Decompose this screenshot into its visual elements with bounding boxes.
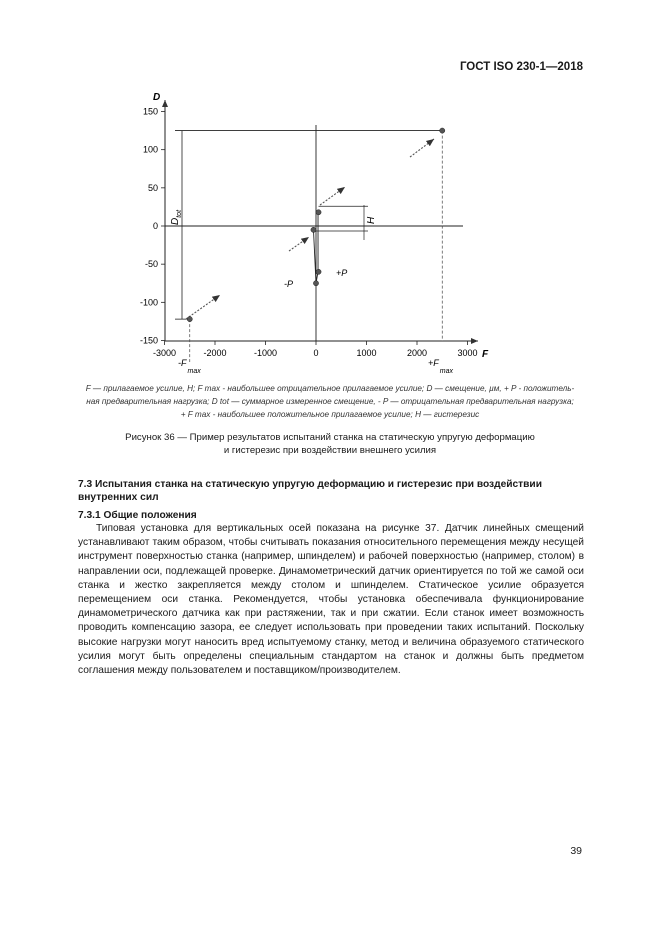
x-tick-label: 2000 [406,348,428,358]
legend-line: ная предварительная нагрузка; D tot — суммарное измеренное смещение, - P — отрицательная предварительная нагрузка; [86,396,574,406]
y-tick-label: 100 [142,144,158,155]
x-tick-label: -2000 [203,348,227,358]
x-tick-label: -3000 [152,348,177,358]
y-tick-label: -100 [139,297,158,308]
subsection-heading: 7.3.1 Общие положения [78,510,197,521]
data-point [440,128,445,133]
direction-arrow [289,237,309,251]
page-number: 39 [570,845,582,857]
y-tick-label: -150 [139,335,158,346]
figure-legend [80,383,580,421]
data-point [311,227,316,232]
minus-fmax-label: $-F_{max}$ [178,358,201,375]
figure-caption [80,431,580,457]
y-tick-label: 150 [142,106,158,117]
x-tick-label: 1000 [356,348,377,358]
minus-p-label: -P [284,279,293,289]
data-point [313,281,318,286]
direction-arrow [186,295,220,319]
legend-line: + F max - наибольшее положительное прилагаемое усилие; H — гистерезис [180,409,480,419]
hysteresis-chart [0,0,661,380]
x-axis-label: F [482,349,489,360]
y-axis-label: D [153,92,161,103]
x-tick-label: 3000 [457,348,478,358]
document-code: ГОСТ ISO 230-1—2018 [459,61,583,73]
direction-arrow [410,139,434,157]
data-point [187,317,192,322]
plus-p-label: +P [336,268,348,278]
x-tick-label: -1000 [253,348,278,358]
legend-line: F — прилагаемое усилие, Н; F max - наибольшее отрицательное прилагаемое усилие; D — смещение, µм, + P - положитель- [85,384,575,393]
y-tick-label: 0 [152,221,158,231]
chart-axes [165,100,478,341]
x-tick-label: 0 [313,348,319,358]
y-tick-label: -50 [144,259,158,270]
body-text [78,522,584,678]
plus-fmax-label: $+F_{max}$ [428,358,453,375]
direction-arrow [320,187,345,205]
data-point [316,269,321,274]
paragraph: Типовая установка для вертикальных осей показана на рисунке 37. Датчик линейных смещений устанавливают таким образом, чтобы считывать показания относительного перемещения между несущей инструмент поверхностью станка (например, шпинделем) и рабочей поверхностью (например, столом) в направлении оси, подлежащей проверке. Динамометрический датчик ориентируется по той же самой оси станка и жестко закрепляется между столом и шпинделем. Статическое усилие образуется перемещением оси станка. Рекомендуется, чтобы установка обеспечивала функционирование динамометрического датчика как при растяжении, так и при сжатии. Если станок имеет возможность проводить компенсацию зазора, ее следует использовать при проведении таких испытаний. Поскольку высокие нагрузки могут наносить вред испытуемому станку, метод и величина образуемого статического усилия могут быть определены специальным стандартом на станок и должны быть предметом соглашения между пользователем и поставщиком/производителем. [78,523,584,677]
dtot-label: $D_{tot}$ [170,209,183,225]
h-label: H [366,216,377,224]
y-tick-label: 50 [147,182,158,193]
caption-line: Рисунок 36 — Пример результатов испытаний станка на статическую упругую деформацию [125,432,535,443]
caption-line: и гистерезис при воздействии внешнего усилия [223,445,437,456]
section-heading: 7.3 Испытания станка на статическую упругую деформацию и гистерезис при воздействии внутренних сил [78,479,542,503]
data-point [316,210,321,215]
chart-annotations [153,92,489,375]
chart-curves [175,131,442,362]
